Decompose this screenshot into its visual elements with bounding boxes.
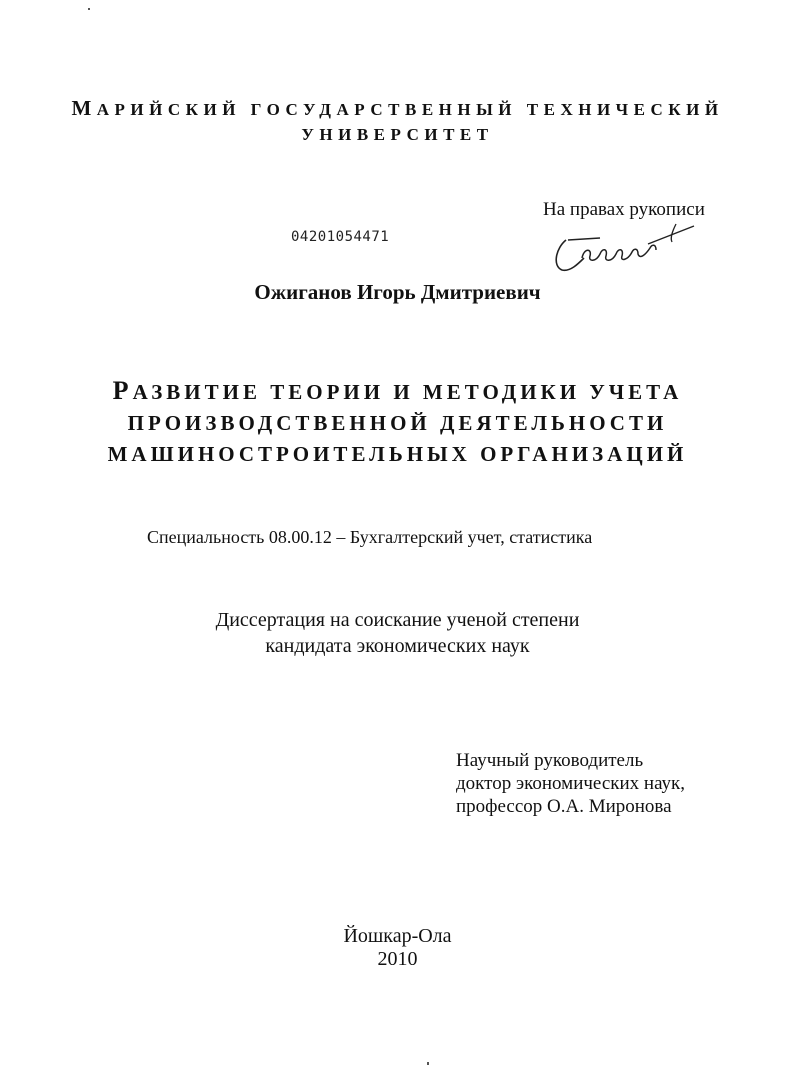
dissertation-degree xyxy=(0,607,795,659)
scan-speck xyxy=(427,1062,429,1065)
university-line-1: МАРИЙСКИЙ ГОСУДАРСТВЕННЫЙ ТЕХНИЧЕСКИЙ xyxy=(71,96,724,120)
advisor-line-1: Научный руководитель xyxy=(456,750,644,771)
rights-note: На правах рукописи xyxy=(543,199,705,220)
year: 2010 xyxy=(377,948,418,970)
title-line-2: ПРОИЗВОДСТВЕННОЙ ДЕЯТЕЛЬНОСТИ xyxy=(127,411,668,435)
title-line-1: РАЗВИТИЕ ТЕОРИИ И МЕТОДИКИ УЧЕТА xyxy=(112,376,683,405)
university-header xyxy=(0,96,795,147)
specialty: Специальность 08.00.12 – Бухгалтерский учет, статистика xyxy=(147,527,593,547)
advisor-line-2: доктор экономических наук, xyxy=(456,773,686,794)
signature-icon xyxy=(548,218,698,280)
degree-line-2: кандидата экономических наук xyxy=(265,635,530,657)
title-line-3: МАШИНОСТРОИТЕЛЬНЫХ ОРГАНИЗАЦИЙ xyxy=(107,442,688,466)
scientific-advisor xyxy=(456,749,685,818)
degree-line-1: Диссертация на соискание ученой степени xyxy=(215,609,580,631)
advisor-line-3: профессор О.А. Миронова xyxy=(456,796,672,817)
scan-speck xyxy=(88,8,90,10)
university-line-2: УНИВЕРСИТЕТ xyxy=(301,125,494,144)
registration-code: 04201054471 xyxy=(291,229,390,245)
author-name: Ожиганов Игорь Дмитриевич xyxy=(254,280,541,304)
city: Йошкар-Ола xyxy=(343,925,452,947)
city-year xyxy=(0,925,795,971)
dissertation-title xyxy=(0,375,795,470)
